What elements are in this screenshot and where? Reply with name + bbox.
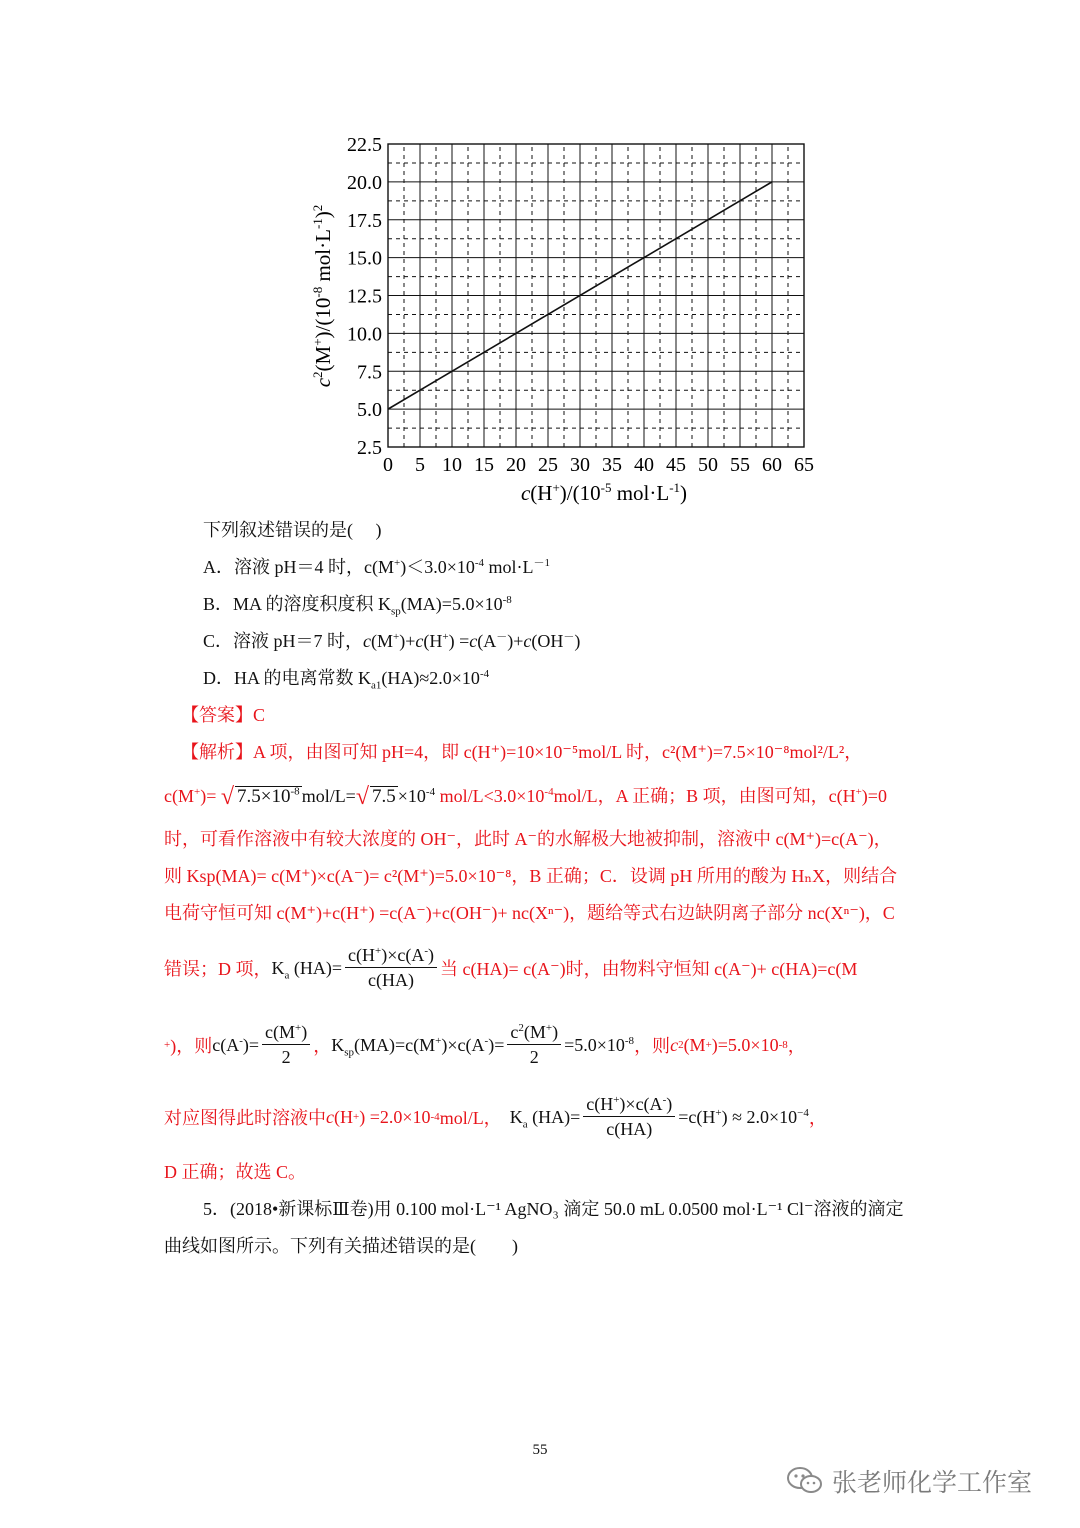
- x-tick-label: 50: [698, 454, 718, 476]
- option-a: A．溶液 pH＝4 时，$c(M^+)<3.0\times 10^{-4}$ $mol\cdot L^{-1}$: [203, 557, 551, 577]
- x-tick-label: 60: [762, 454, 782, 476]
- answer: 【答案】C: [181, 705, 266, 725]
- y-tick-labels: [347, 134, 382, 459]
- analysis-line-9: D 正确；故选 C。: [164, 1162, 307, 1182]
- option-d: D．HA 的电离常数 $K_{a1}(HA)\approx 2.0\times 10^{-4}$: [203, 668, 490, 692]
- x-axis-label: $c(H^+)/(10^{-5}$ $mol\cdot L^{-1}$): [520, 480, 688, 505]
- y-tick-label: 2.5: [357, 437, 382, 459]
- analysis-line-7: + )，则 c(A-)= $\frac{c(M^+)}{2}$ ， $K_{sp}(MA)=c(M^+)\times c(A^-)=$ $\frac{c^2(M^+)}{2}$ $=5.0\times 10^{-8}$ ，则 c 2 (M + )=5.0×10 -8 ，: [164, 1022, 806, 1067]
- x-tick-labels: [383, 454, 814, 476]
- analysis-line-6: 错误；D 项， $K_a$ (HA)= $\frac{c(H^+)\times c(A^-)}{c(HA)}$ 当 c(HA)= c(A⁻)时，由物料守恒知 c(A⁻)+ c(HA)=c(M: [164, 945, 858, 990]
- wechat-icon: [786, 1466, 824, 1496]
- x-tick-label: 65: [794, 454, 814, 476]
- y-tick-label: 22.5: [347, 134, 382, 156]
- x-tick-label: 10: [442, 454, 462, 476]
- y-tick-label: 12.5: [347, 285, 382, 308]
- x-tick-label: 40: [634, 454, 654, 476]
- page-number: 55: [532, 1442, 548, 1458]
- analysis-line-5: 电荷守恒可知 c(M⁺)+c(H⁺) =c(A⁻)+c(OH⁻)+ nc(Xⁿ⁻)，题给等式右边缺阴离子部分 nc(Xⁿ⁻)，C: [164, 903, 895, 923]
- analysis-line-3: 时，可看作溶液中有较大浓度的 OH⁻，此时 A⁻的水解极大地被抑制，溶液中 c(M⁺)=c(A⁻)，: [164, 829, 892, 849]
- y-tick-label: 20.0: [347, 171, 382, 194]
- q5-line-2: 曲线如图所示。下列有关描述错误的是( ): [164, 1236, 518, 1256]
- y-axis-label: $c^2(M^+)/(10^{-8}$ $mol\cdot L^{-1})^2$: [310, 204, 335, 388]
- y-tick-label: 10.0: [347, 323, 382, 346]
- x-tick-label: 15: [474, 454, 494, 476]
- x-tick-label: 25: [538, 454, 558, 476]
- line-chart: [300, 120, 840, 520]
- x-tick-label: 0: [383, 454, 393, 476]
- watermark: [786, 1463, 1032, 1499]
- question-stem: 下列叙述错误的是( ): [203, 520, 382, 540]
- chart-grid: [388, 144, 804, 447]
- analysis-line-2: c(M+)= √ $7.5\times 10^{-8}$ mol/L=√ $7.5 \times 10^{-4}$ mol/$L<3.0\times 10^{-4}mol/L$，A 正确；B 项，由图可知，c(H+)=0: [164, 784, 887, 810]
- y-tick-label: 5.0: [357, 399, 382, 422]
- x-tick-label: 55: [730, 454, 750, 476]
- option-b: B．MA 的溶度积度积 $K_{sp}(MA)=5.0\times 10^{-8}$: [203, 594, 512, 618]
- x-tick-label: 30: [570, 454, 590, 476]
- y-tick-label: 15.0: [347, 247, 382, 270]
- y-tick-label: 17.5: [347, 209, 382, 232]
- x-tick-label: 35: [602, 454, 622, 476]
- x-tick-label: 5: [415, 454, 425, 476]
- x-tick-label: 20: [506, 454, 526, 476]
- analysis-line-4: 则 Ksp(MA)= c(M⁺)×c(A⁻)= c²(M⁺)=5.0×10⁻⁸，B 正确；C．设调 pH 所用的酸为 HₙX，则结合: [164, 866, 898, 886]
- x-tick-label: 45: [666, 454, 686, 476]
- watermark-text: 张老师化学工作室: [832, 1468, 1033, 1497]
- y-tick-label: 7.5: [357, 361, 382, 384]
- analysis-line-1: 【解析】A 项，由图可知 pH=4，即 c(H⁺)=10×10⁻⁵mol/L 时，c²(M⁺)=7.5×10⁻⁸mol²/L²，: [181, 742, 863, 762]
- option-c: C．溶液 pH＝7 时，c(M+)+c(H+) =c(A－)+c(OH－): [203, 631, 581, 651]
- q5-line-1: 5．(2018•新课标Ⅲ卷)用 0.100 mol·L⁻¹ AgNO₃ 滴定 50.0 mL 0.0500 mol·L⁻¹ Cl⁻溶液的滴定: [203, 1199, 904, 1219]
- analysis-line-8: 对应图得此时溶液中 c (H + ) =2.0×10 -4 mol/L， $K_a$ (HA)= $\frac{c(H^+)\times c(A^-)}{c(HA)}$ $=c(H^+) \approx 2.0\times 10^{-4}$ ，: [164, 1094, 827, 1139]
